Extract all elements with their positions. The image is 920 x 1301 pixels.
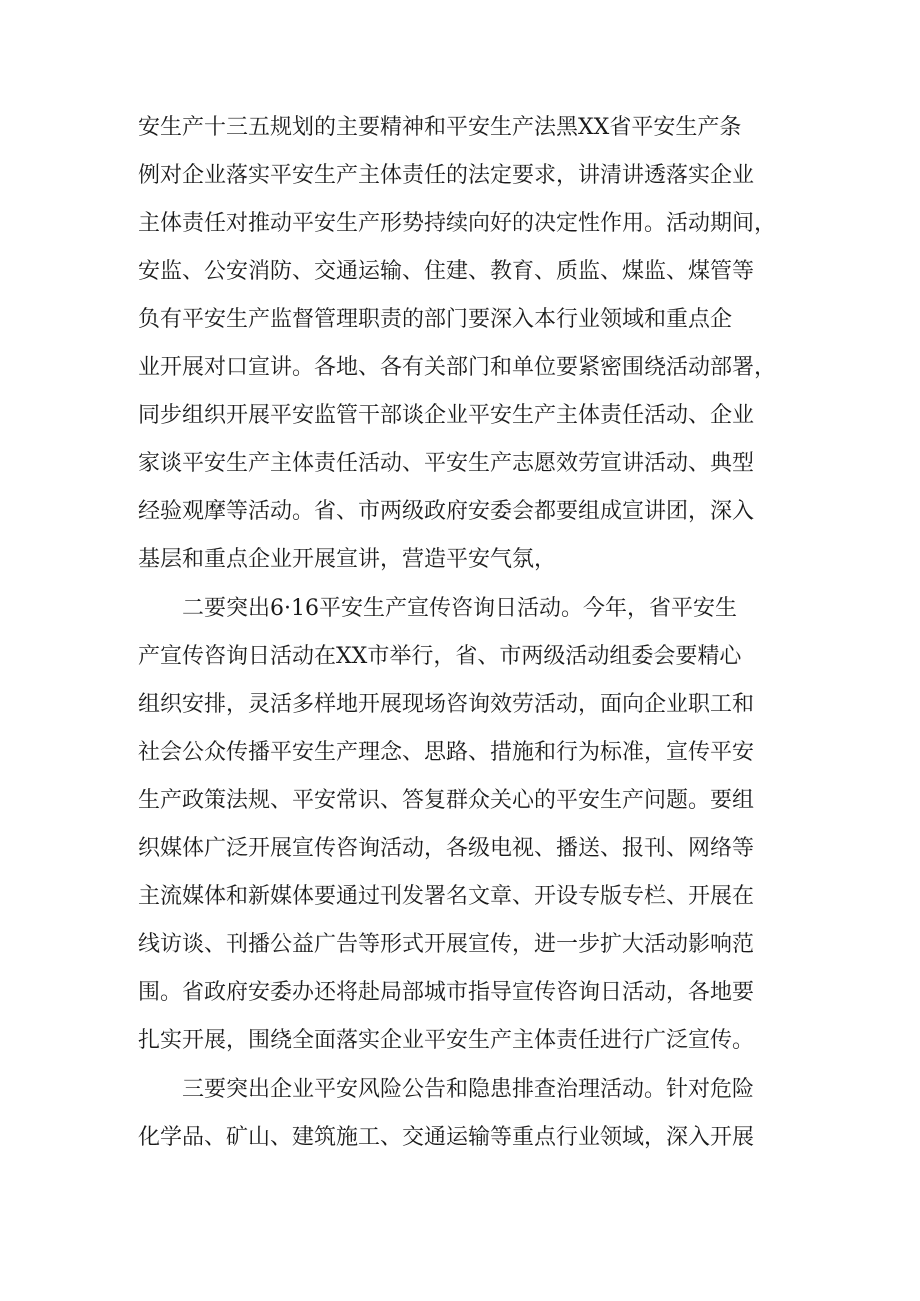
text-line: 家谈平安生产主体责任活动、平安生产志愿效劳宣讲活动、典型 bbox=[138, 451, 755, 476]
text-line: 安监、公安消防、交通运输、住建、教育、质监、煤监、煤管等 bbox=[138, 259, 755, 284]
text-line: 业开展对口宣讲。各地、各有关部门和单位要紧密围绕活动部署， bbox=[138, 355, 777, 380]
text-line: 负有平安生产监督管理职责的部门要深入本行业领域和重点企 bbox=[138, 307, 733, 332]
text-line: 扎实开展，围绕全面落实企业平安生产主体责任进行广泛宣传。 bbox=[138, 1028, 755, 1053]
text-line: 经验观摩等活动。省、市两级政府安委会都要组成宣讲团，深入 bbox=[138, 499, 755, 524]
text-line: 基层和重点企业开展宣讲，营造平安气氛， bbox=[138, 547, 557, 572]
text-line: 主流媒体和新媒体要通过刊发署名文章、开设专版专栏、开展在 bbox=[138, 884, 755, 909]
text-line: 围。省政府安委办还将赴局部城市指导宣传咨询日活动，各地要 bbox=[138, 980, 755, 1005]
text-line: 同步组织开展平安监管干部谈企业平安生产主体责任活动、企业 bbox=[138, 403, 755, 428]
text-line: 社会公众传播平安生产理念、思路、措施和行为标准，宣传平安 bbox=[138, 740, 755, 765]
text-line: 产宣传咨询日活动在XX市举行，省、市两级活动组委会要精心 bbox=[138, 644, 742, 669]
text-line: 组织安排，灵活多样地开展现场咨询效劳活动，面向企业职工和 bbox=[138, 692, 755, 717]
text-line: 化学品、矿山、建筑施工、交通运输等重点行业领域，深入开展 bbox=[138, 1125, 755, 1150]
text-line: 例对企业落实平安生产主体责任的法定要求，讲清讲透落实企业 bbox=[138, 163, 755, 188]
text-line: 主体责任对推动平安生产形势持续向好的决定性作用。活动期间， bbox=[138, 211, 777, 236]
text-line: 生产政策法规、平安常识、答复群众关心的平安生产问题。要组 bbox=[138, 788, 755, 813]
text-line: 安生产十三五规划的主要精神和平安生产法黑XX省平安生产条 bbox=[138, 115, 742, 140]
paragraph-first-line: 三要突出企业平安风险公告和隐患排查治理活动。针对危险 bbox=[182, 1077, 755, 1102]
text-line: 织媒体广泛开展宣传咨询活动，各级电视、播送、报刊、网络等 bbox=[138, 836, 755, 861]
text-line: 线访谈、刊播公益广告等形式开展宣传，进一步扩大活动影响范 bbox=[138, 932, 755, 957]
paragraph-first-line: 二要突出6·16平安生产宣传咨询日活动。今年，省平安生 bbox=[182, 596, 737, 621]
